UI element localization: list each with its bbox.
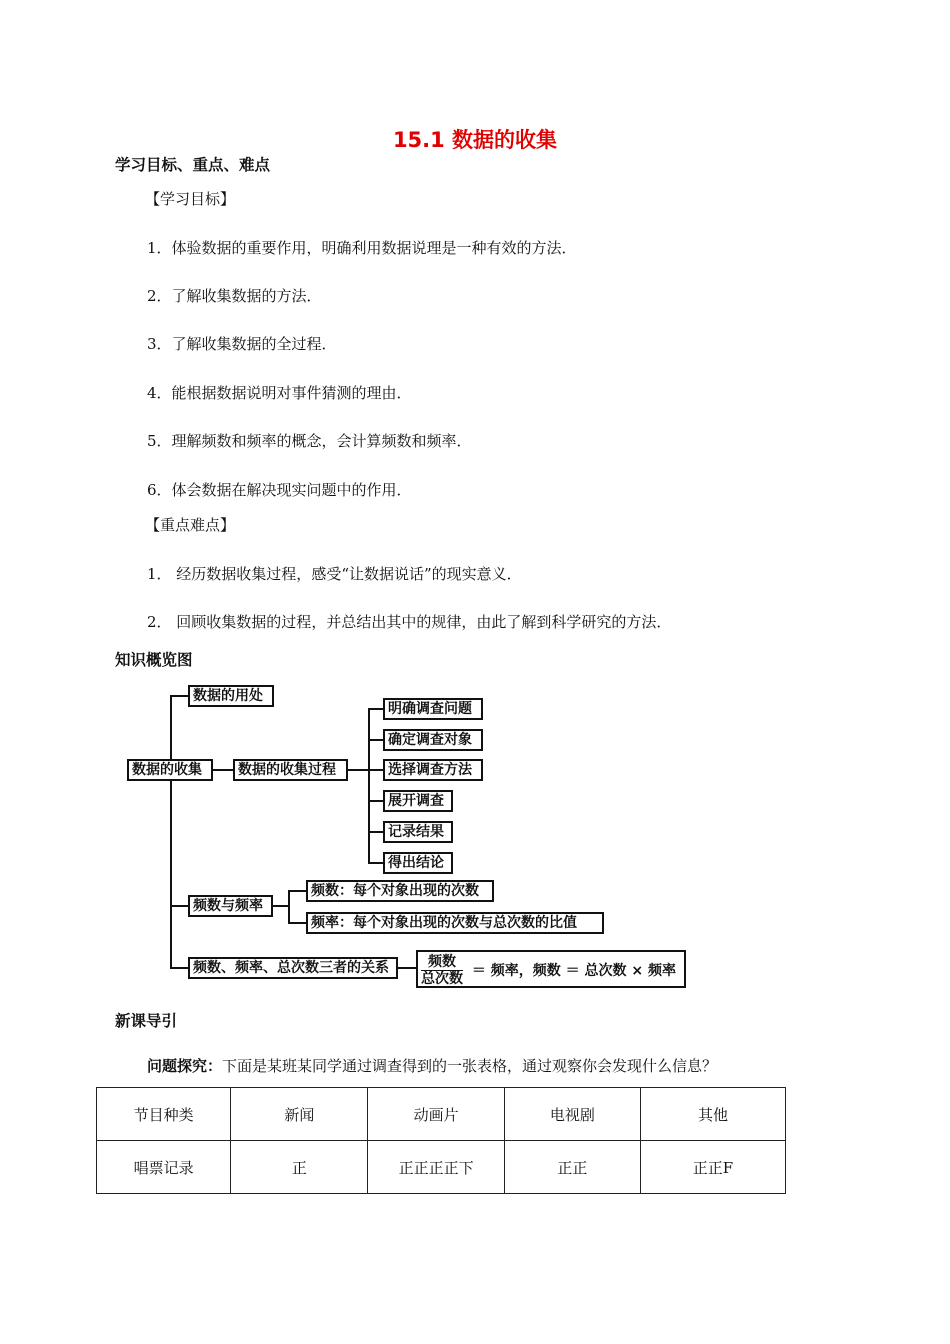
table-header-cell: 其他 (640, 1088, 785, 1141)
diagram-connector (368, 739, 383, 741)
diagram-node-step: 确定调查对象 (383, 729, 483, 751)
goals-subheading: 【学习目标】 (145, 190, 236, 208)
goal-item: 3．了解收集数据的全过程． (147, 335, 337, 353)
goals-heading: 学习目标、重点、难点 (115, 156, 271, 174)
goal-item: 2．了解收集数据的方法． (147, 287, 322, 305)
diagram-connector (368, 862, 383, 864)
goal-item: 1．体验数据的重要作用，明确利用数据说理是一种有效的方法． (147, 239, 577, 257)
diagram-connector (288, 890, 306, 892)
table-header-cell: 电视剧 (504, 1088, 640, 1141)
question-label: 问题探究： (147, 1057, 223, 1075)
diagram-node-step: 得出结论 (383, 852, 453, 874)
overview-heading: 知识概览图 (115, 651, 193, 669)
diagram-connector (273, 905, 288, 907)
diagram-connector (368, 708, 370, 863)
table-cell: 正正F (640, 1141, 785, 1194)
diagram-connector (368, 769, 383, 771)
formula-numerator: 频数 (421, 954, 463, 971)
diagram-connector (398, 967, 416, 969)
diagram-node-step: 选择调查方法 (383, 759, 483, 781)
table-cell: 正 (231, 1141, 368, 1194)
formula-fraction (421, 954, 463, 987)
diagram-connector (170, 695, 172, 967)
diagram-connector (368, 831, 383, 833)
key-point-item: 1． 经历数据收集过程，感受“让数据说话”的现实意义． (147, 565, 522, 583)
diagram-node-step: 展开调查 (383, 790, 453, 812)
diagram-node-freq: 频数与频率 (188, 895, 273, 917)
diagram-node-use: 数据的用处 (188, 685, 274, 707)
table-cell: 正正 (504, 1141, 640, 1194)
goal-item: 4．能根据数据说明对事件猜测的理由． (147, 384, 412, 402)
table-cell: 唱票记录 (97, 1141, 231, 1194)
goal-item: 5．理解频数和频率的概念，会计算频数和频率． (147, 432, 472, 450)
diagram-connector (368, 800, 383, 802)
diagram-node-step: 记录结果 (383, 821, 453, 843)
table-header-cell: 节目种类 (97, 1088, 231, 1141)
table-cell: 正正正正下 (368, 1141, 504, 1194)
vote-table (96, 1087, 786, 1194)
diagram-node-step: 明确调查问题 (383, 698, 483, 720)
key-point-item: 2． 回顾收集数据的过程，并总结出其中的规律，由此了解到科学研究的方法． (147, 613, 672, 631)
diagram-connector (368, 708, 383, 710)
diagram-connector (170, 905, 188, 907)
diagram-node-relation: 频数、频率、总次数三者的关系 (188, 957, 398, 979)
table-header-row (97, 1088, 786, 1141)
page-title: 15.1 数据的收集 (392, 128, 558, 152)
question-line (147, 1055, 717, 1076)
diagram-connector (348, 769, 368, 771)
diagram-node-freq-count: 频数：每个对象出现的次数 (306, 880, 494, 902)
goal-item: 6．体会数据在解决现实问题中的作用． (147, 481, 412, 499)
new-lesson-heading: 新课导引 (115, 1012, 178, 1030)
diagram-connector (170, 695, 188, 697)
formula-rest: ＝ 频率，频数 ＝ 总次数 × 频率 (471, 962, 676, 979)
diagram-connector (288, 922, 306, 924)
table-row (97, 1141, 786, 1194)
diagram-connector (170, 967, 188, 969)
diagram-node-process: 数据的收集过程 (233, 759, 348, 781)
diagram-node-freq-rate: 频率：每个对象出现的次数与总次数的比值 (306, 912, 604, 934)
diagram-connector (288, 890, 290, 922)
key-subheading: 【重点难点】 (145, 516, 236, 534)
formula-denominator: 总次数 (421, 971, 463, 987)
diagram-connector (213, 769, 233, 771)
table-header-cell: 动画片 (368, 1088, 504, 1141)
question-text: 下面是某班某同学通过调查得到的一张表格，通过观察你会发现什么信息？ (222, 1057, 718, 1075)
table-header-cell: 新闻 (231, 1088, 368, 1141)
diagram-node-formula (416, 950, 686, 988)
diagram-node-root: 数据的收集 (127, 759, 213, 781)
